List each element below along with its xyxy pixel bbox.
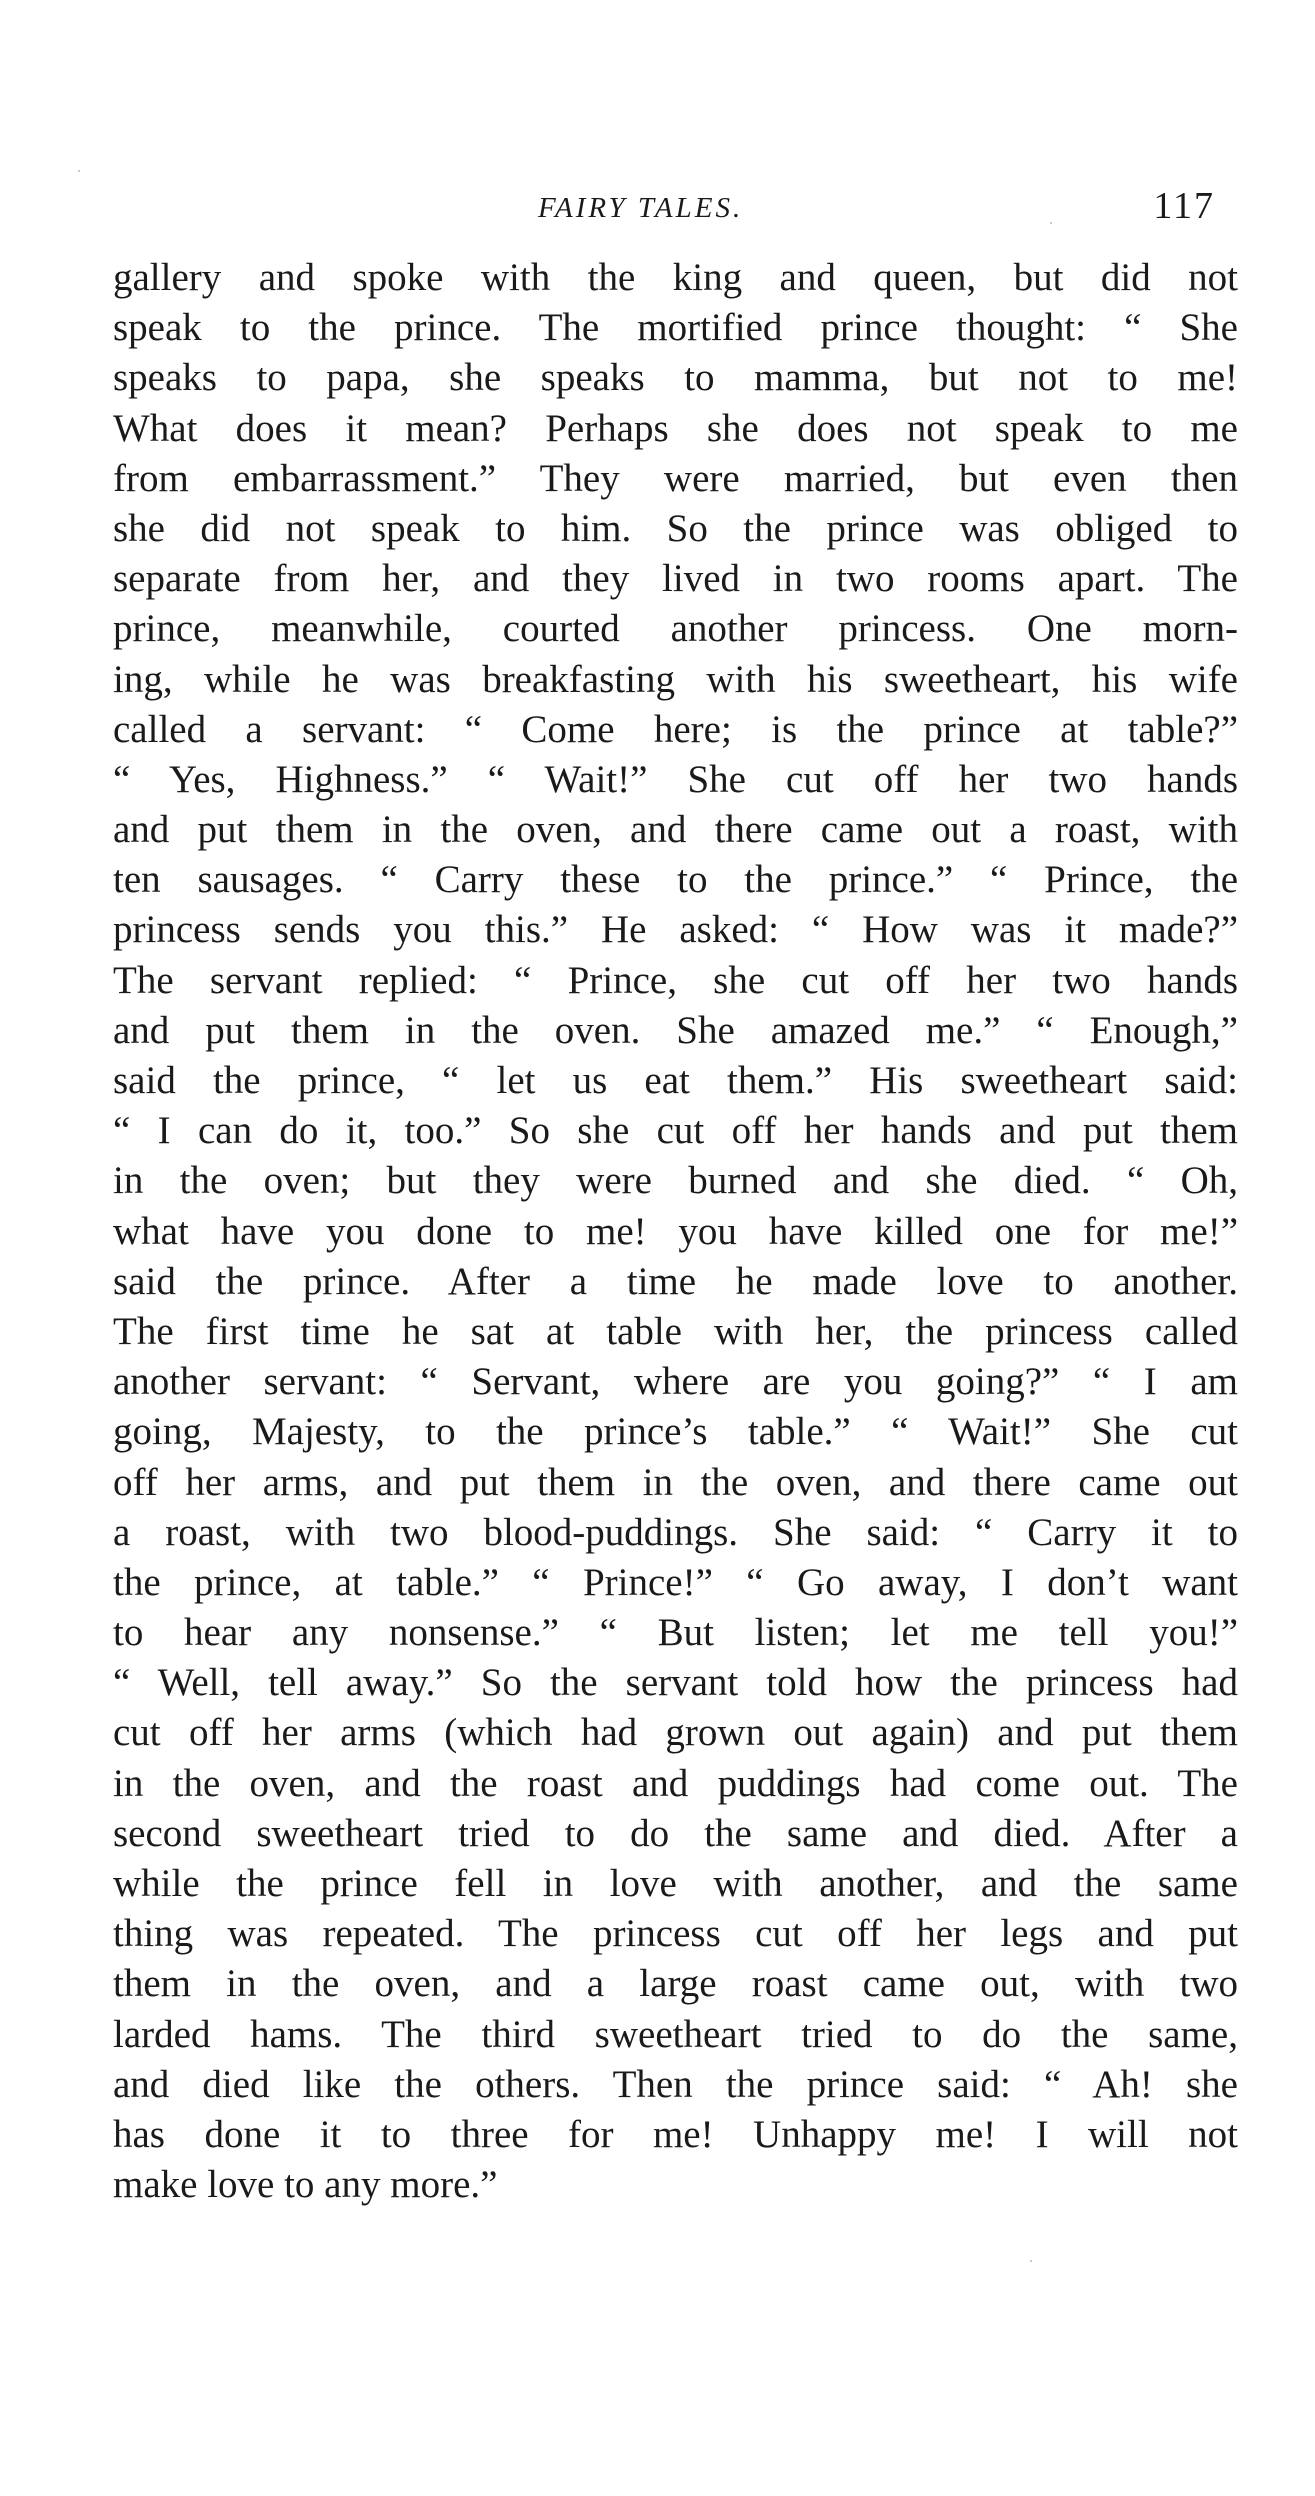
page-number: 117: [1153, 185, 1215, 227]
text-line: thing was repeated. The princess cut off her legs and put: [113, 1912, 1238, 1956]
text-line: princess sends you this.” He asked: “ How was it made?”: [113, 908, 1238, 952]
text-line: What does it mean? Perhaps she does not speak to me: [113, 406, 1238, 450]
text-line: “ Well, tell away.” So the servant told how the princess had: [113, 1661, 1238, 1705]
text-line: called a servant: “ Come here; is the prince at table?”: [113, 707, 1238, 751]
text-line: The servant replied: “ Prince, she cut off her two hands: [113, 958, 1238, 1002]
text-line: and put them in the oven, and there came out a roast, with: [113, 808, 1238, 852]
text-line: “ Yes, Highness.” “ Wait!” She cut off her two hands: [113, 757, 1238, 801]
text-line: ing, while he was breakfasting with his sweetheart, his wife: [113, 657, 1238, 701]
text-line: while the prince fell in love with another, and the same: [113, 1862, 1238, 1905]
text-line: separate from her, and they lived in two rooms apart. The: [113, 557, 1238, 601]
text-line: off her arms, and put them in the oven, and there came out: [113, 1460, 1238, 1504]
text-line: she did not speak to him. So the prince was obliged to: [113, 506, 1238, 550]
text-line: to hear any nonsense.” “ But listen; let me tell you!”: [113, 1611, 1238, 1655]
text-line: speaks to papa, she speaks to mamma, but not to me!: [113, 356, 1238, 400]
text-line: second sweetheart tried to do the same and died. After a: [113, 1811, 1238, 1855]
paper-speck: [1030, 2260, 1032, 2262]
text-line: “ I can do it, too.” So she cut off her hands and put them: [113, 1109, 1238, 1153]
text-line: another servant: “ Servant, where are you going?” “ I am: [113, 1360, 1238, 1404]
text-line: a roast, with two blood-puddings. She said: “ Carry it to: [113, 1510, 1238, 1554]
text-line: from embarrassment.” They were married, but even then: [113, 456, 1238, 500]
running-head: [113, 185, 1233, 228]
text-line: The first time he sat at table with her, the princess called: [113, 1309, 1238, 1353]
text-line: in the oven, and the roast and puddings had come out. The: [113, 1761, 1238, 1805]
running-title: FAIRY TALES.: [538, 192, 744, 224]
text-line: has done it to three for me! Unhappy me! I will not: [113, 2112, 1238, 2156]
text-line: and put them in the oven. She amazed me.” “ Enough,”: [113, 1008, 1238, 1052]
text-line: said the prince. After a time he made love to another.: [113, 1259, 1238, 1303]
text-line: gallery and spoke with the king and queen, but did not: [113, 256, 1238, 299]
text-line: and died like the others. Then the prince said: “ Ah! she: [113, 2062, 1238, 2106]
text-line: them in the oven, and a large roast came out, with two: [113, 1962, 1238, 2006]
text-line: ten sausages. “ Carry these to the prince.” “ Prince, the: [113, 858, 1238, 902]
text-line: make love to any more.”: [113, 2163, 498, 2207]
text-line: in the oven; but they were burned and she died. “ Oh,: [113, 1159, 1238, 1203]
body-text: [113, 253, 1238, 2210]
paper-speck: [78, 170, 80, 172]
text-line: going, Majesty, to the prince’s table.” “ Wait!” She cut: [113, 1410, 1238, 1454]
text-line: the prince, at table.” “ Prince!” “ Go away, I don’t want: [113, 1560, 1238, 1604]
text-line: larded hams. The third sweetheart tried to do the same,: [113, 2012, 1238, 2056]
text-line: cut off her arms (which had grown out again) and put them: [113, 1711, 1238, 1755]
text-line: prince, meanwhile, courted another princess. One morn-: [113, 607, 1238, 651]
text-line: said the prince, “ let us eat them.” His sweetheart said:: [113, 1059, 1238, 1102]
text-line: speak to the prince. The mortified prince thought: “ She: [113, 306, 1238, 350]
text-line: what have you done to me! you have killed one for me!”: [113, 1209, 1238, 1253]
